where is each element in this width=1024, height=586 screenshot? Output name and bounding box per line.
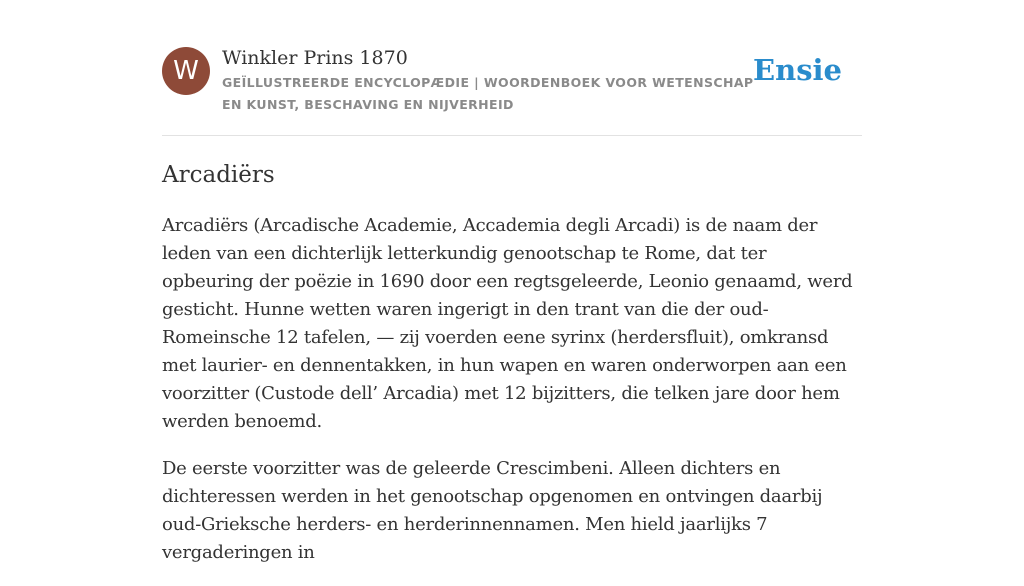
article [162,160,862,567]
page [162,0,862,586]
source-block [222,44,762,116]
source-subtitle: GEÏLLUSTREERDE ENCYCLOPÆDIE | WOORDENBOEK VOOR WETENSCHAP EN KUNST, BESCHAVING EN NIJVERHEID [222,75,754,112]
article-title: Arcadiërs [162,162,275,188]
source-title[interactable]: Winkler Prins 1870 [222,47,408,69]
article-paragraph: De eerste voorzitter was de geleerde Crescimbeni. Alleen dichters en dichteressen werden in het genootschap opgenomen en ontvingen daarbij oud-Grieksche herders- en herderinnennamen. Men hield jaarlijks 7 vergaderingen in [162,458,823,563]
article-body [162,212,862,567]
article-paragraph: Arcadiërs (Arcadische Academie, Accademia degli Arcadi) is de naam der leden van een dichterlijk letterkundig genootschap te Rome, dat ter opbeuring der poëzie in 1690 door een regtsgeleerde, Leonio genaamd, werd gesticht. Hunne wetten waren ingerigt in den trant van die der oud-Romeinsche 12 tafelen, — zij voerden eene syrinx (herdersfluit), omkransd met laurier- en dennentakken, in hun wapen en waren onderworpen aan een voorzitter (Custode dell’ Arcadia) met 12 bijzitters, die telken jare door hem werden benoemd. [162,215,853,432]
avatar[interactable]: W [162,47,210,95]
brand-logo[interactable]: Ensie [753,53,842,87]
header [162,0,862,136]
